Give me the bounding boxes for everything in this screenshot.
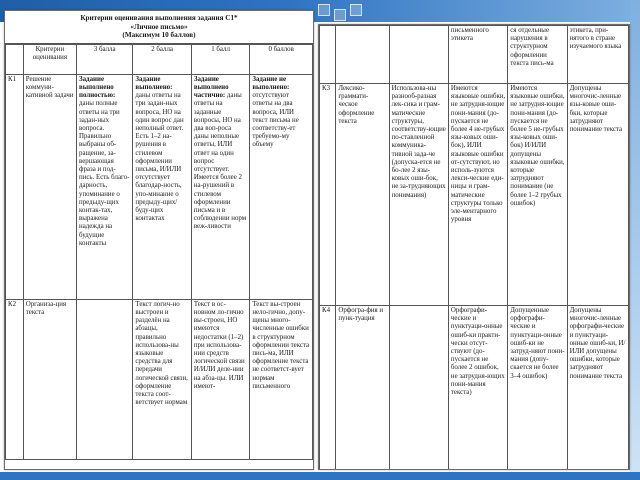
criterion-name: Организа-ция текста	[23, 299, 76, 459]
cell-text: даны ответы на заданные вопросы, НО на два воп-роса даны неполные ответы, ИЛИ ответ на один вопрос отсутствует. Имеется более 2 на-рушений в стилевом оформлении письма и в соблюдении норм веж-ливости	[193, 92, 247, 231]
cell-text: отсутствуют ответы на два вопроса, ИЛИ текст письма не соответству-ет требуемо-му объему	[252, 92, 299, 149]
header-3-points: 3 балла	[77, 44, 133, 74]
criterion-name: Орфогра-фия и пунк-туация	[336, 306, 389, 470]
cell-3-points	[77, 299, 133, 459]
cell-text: даны ответы на три задан-ных вопроса, НО на один вопрос дан неполный ответ. Есть 1–2 на-рушения в стилевом оформлении письма, И/ИЛИ отсутствует благодар-ность, упо-минание о предыду-щих/буду-щих контактах	[135, 92, 184, 223]
cell-text: даны полные ответы на три задан-ных вопроса. Правильно выбраны об-ращение, за-вершающая фраза и под-пись. Есть благо-дарность, упоминание о предыду-щих контак-тах, выражена надежда на будущие контакты	[79, 100, 130, 247]
criterion-code: К2	[6, 299, 24, 459]
caption-line-2: «Личное письмо»	[130, 22, 188, 31]
header-criteria: Критерии оценивания	[23, 44, 76, 74]
cell-2-points: Имеются языковые ошибки, не затрудня-ющие пони-мания (до-пускается не более 4 не-грубых язы-ковых оши-бок), ИЛИ языковые ошибки от-сутствуют, но исполь-зуются лекси-ческие еди-ницы и грам-матические структуры только эле-ментарного уровня	[448, 84, 507, 306]
cell-1-point: Текст в ос-новном ло-гично вы-строен, НО имеются недостатки (1–2) при использова-нии средств логической связи И/ИЛИ деле-нии на абза-цы. ИЛИ имеют-	[191, 299, 249, 459]
decor-square	[318, 4, 330, 16]
criterion-name: Решение коммуни-кативной задачи	[23, 74, 76, 299]
cell-empty	[320, 26, 336, 84]
header-0-points: 0 баллов	[250, 44, 313, 74]
cell-3-points: Использова-ны разнооб-разная лек-сика и грам-матические структуры, соответству-ющие по-ставленной коммуника-тивной зада-че (допуска-ется не бо-лее 2 язы-ковых оши-бок, не за-трудняющих понимания)	[389, 84, 448, 306]
cell-1-point: ся отдельные нарушения в структурном оформлении текста пись-ма	[508, 26, 567, 84]
criteria-table-right	[319, 25, 629, 470]
scanned-page-right	[318, 24, 630, 470]
cell-heading: Задание выполнено частично:	[193, 75, 229, 100]
cell-1-point: Допущенные орфографи-ческие и пунктуаци-онные ошиб-ки не затруд-няют пони-мания (допу-скается не более 3–4 ошибок)	[508, 306, 567, 470]
slide-side-strip	[630, 0, 640, 480]
cell-0-points: Допущены многочис-ленные орфографи-ческие и пунктуаци-онные ошиб-ки, И/ИЛИ допущены ошибки, которые затрудняют понимание текста	[567, 306, 628, 470]
scanned-page-left	[4, 10, 314, 470]
cell-1-point	[191, 74, 249, 299]
cell-2-points	[133, 74, 191, 299]
slide-bottom-strip	[0, 472, 640, 480]
cell-0-points	[250, 74, 313, 299]
table-row-k4	[320, 306, 629, 470]
criterion-code: К4	[320, 306, 336, 470]
criterion-code: К1	[6, 74, 24, 299]
cell-heading: Задание выполнено:	[135, 75, 173, 91]
criterion-code: К3	[320, 84, 336, 306]
decor-square	[334, 9, 346, 21]
decor-square	[350, 4, 362, 16]
cell-2-points: Орфографи-ческие и пунктуаци-онные ошиб-ки практи-чески отсут-ствуют (до-пускается не более 2 ошибок, не затрудня-ющих пони-мания текста)	[448, 306, 507, 470]
cell-1-point: Имеются языковые ошибки, не затрудня-ющие пони-мания (до-пускается не более 5 не-грубых язы-ковых оши-бок) И/ИЛИ допущены языковые ошибки, которые затрудняют понимание (не более 1–2 грубых ошибок)	[508, 84, 567, 306]
caption-line-3: (Максимум 10 баллов)	[122, 31, 196, 40]
table-caption	[5, 11, 313, 44]
cell-2-points: письменного этикета	[448, 26, 507, 84]
cell-empty	[336, 26, 389, 84]
cell-0-points: Допущены многочис-ленные язы-ковые оши-бки, которые затрудняют понимание текста	[567, 84, 628, 306]
cell-heading: Задание не выполнено:	[252, 75, 290, 91]
table-row-k2	[6, 299, 313, 459]
caption-line-1: Критерии оценивания выполнения задания С1*	[80, 14, 238, 22]
cell-empty	[389, 26, 448, 84]
table-header-row	[6, 44, 313, 74]
header-2-points: 2 балла	[133, 44, 191, 74]
criteria-table-left	[5, 44, 313, 460]
cell-2-points: Текст логич-но выстроен и разделён на абзацы, правильно использова-ны языковые средства для передачи логической связи, оформление текста соот-ветствует нормам	[133, 299, 191, 459]
cell-0-points: этикета, при-нятого в стране изучаемого языка	[567, 26, 628, 84]
header-code	[6, 44, 24, 74]
table-row-continuation	[320, 26, 629, 84]
criterion-name: Лексико-граммати-ческое оформление текста	[336, 84, 389, 306]
header-1-point: 1 балл	[191, 44, 249, 74]
table-row-k3	[320, 84, 629, 306]
cell-0-points: Текст вы-строен нело-гично, допу-щены много-численные ошибки в структурном оформлении текста пись-ма, ИЛИ оформление текста не соответст-вует нормам письменного	[250, 299, 313, 459]
cell-3-points	[389, 306, 448, 470]
cell-heading: Задание выполнено полностью:	[79, 75, 116, 100]
table-row-k1	[6, 74, 313, 299]
cell-3-points	[77, 74, 133, 299]
